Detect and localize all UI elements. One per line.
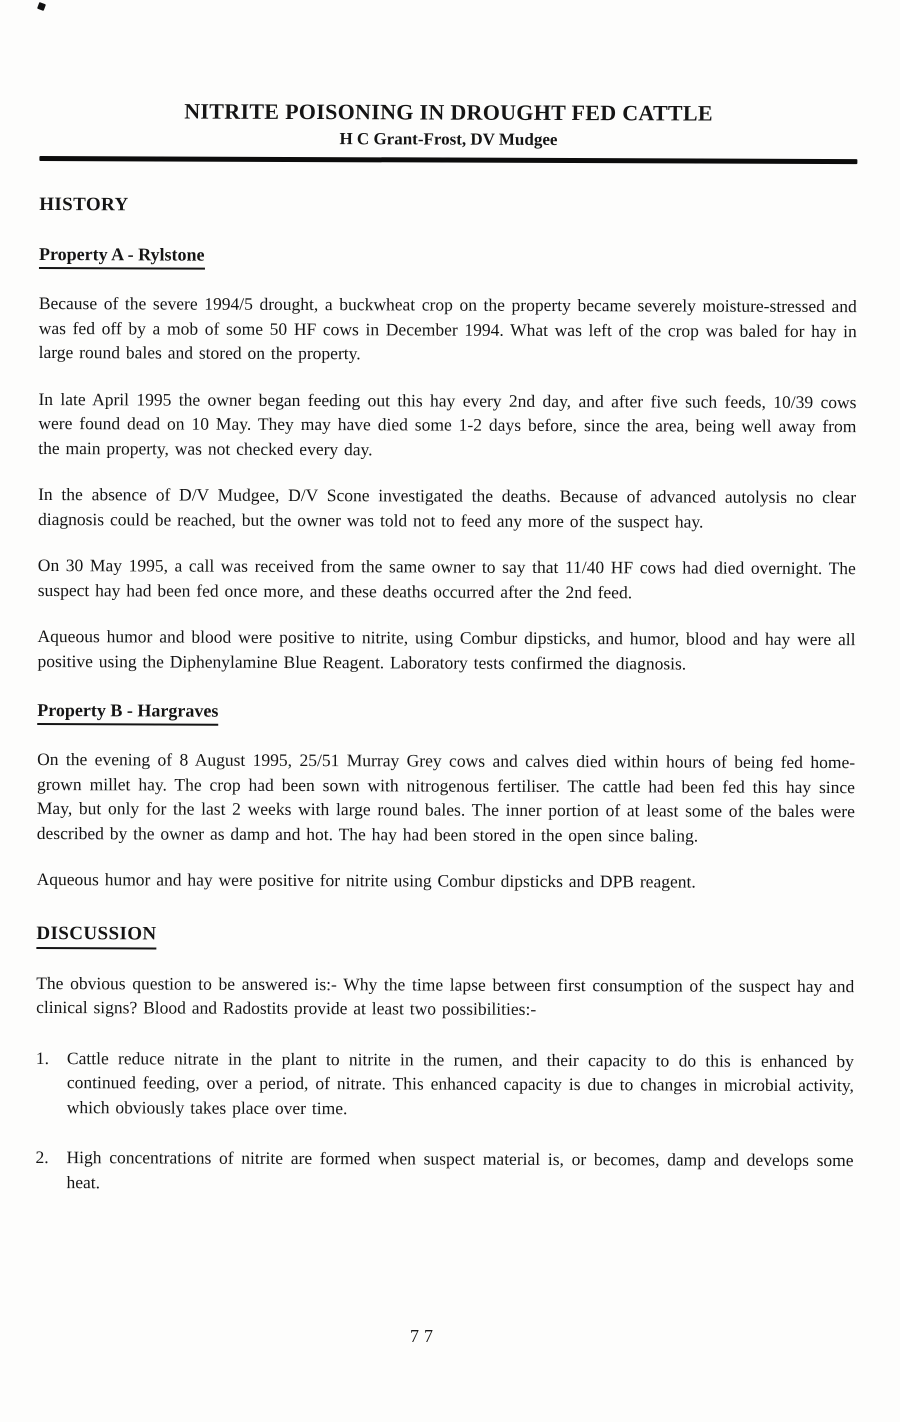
list-item-1 bbox=[36, 1045, 854, 1122]
author-byline: H C Grant-Frost, DV Mudgee bbox=[339, 129, 558, 149]
section-heading-history: HISTORY bbox=[39, 193, 129, 216]
heading-property-a-text: Property A - Rylstone bbox=[39, 243, 205, 270]
divider-rule bbox=[39, 156, 857, 164]
paragraph-property-a-2: In late April 1995 the owner began feeding out this hay every 2nd day, and after five such feeds, 10/39 cows were found dead on 10 May. They may have died some 1-2 days before, since the area, being well away from the main property, was not checked every day. bbox=[38, 388, 857, 459]
paragraph-property-a-1: Because of the severe 1994/5 drought, a buckwheat crop on the property became severely moisture-stressed and was fed off by a mob of some 50 HF cows in December 1994. What was left of the crop was baled for hay in large round bales and stored on the property. bbox=[38, 292, 857, 364]
paragraph-property-b-1: On the evening of 8 August 1995, 25/51 Murray Grey cows and calves died within hours of being fed home-grown millet hay. The crop had been sown with nitrogenous fertiliser. The cattle had been fed this hay since May, but only for the last 2 weeks with large round bales. The inner portion of at least some of the bales were described by the owner as damp and hot. The hay had been stored in the open since baling. bbox=[36, 748, 856, 846]
paragraph-property-a-3: In the absence of D/V Mudgee, D/V Scone investigated the deaths. Because of advanced autolysis no clear diagnosis could be reached, but the owner was told not to feed any more of the suspect hay. bbox=[37, 483, 857, 532]
heading-property-b-text: Property B - Hargraves bbox=[37, 699, 218, 726]
list-item-2-text: High concentrations of nitrite are formed when suspect material is, or becomes, damp and develops some heat. bbox=[66, 1147, 854, 1192]
paragraph-property-a-4: On 30 May 1995, a call was received from the same owner to say that 11/40 HF cows had died overnight. The suspect hay had been fed once more, and these deaths occurred after the 2nd feed. bbox=[37, 554, 856, 602]
page-number: 77 bbox=[410, 1326, 438, 1346]
list-item-1-number: 1. bbox=[35, 1047, 50, 1068]
paragraph-discussion-intro: The obvious question to be answered is:- Why the time lapse between first consumption of the suspect hay and clinical signs? Blood and Radostits provide at least two possibilities:- bbox=[36, 972, 855, 1019]
paragraph-property-b-2: Aqueous humor and hay were positive for nitrite using Combur dipsticks and DPB reagent. bbox=[36, 868, 696, 892]
list-item-1-text: Cattle reduce nitrate in the plant to nitrite in the rumen, and their capacity to do this is enhanced by continued feeding, over a period, of nitrate. This enhanced capacity is due to changes in microbial activity, which obviously takes place over time. bbox=[66, 1047, 854, 1118]
section-heading-discussion bbox=[36, 921, 854, 951]
paragraph-property-a-5: Aqueous humor and blood were positive to nitrite, using Combur dipsticks, and humor, blood and hay were all positive using the Diphenylamine Blue Reagent. Laboratory tests confirmed the diagnosis. bbox=[37, 625, 856, 673]
section-heading-discussion-text: DISCUSSION bbox=[36, 921, 156, 948]
heading-property-a bbox=[39, 243, 857, 272]
page-content bbox=[35, 0, 858, 1197]
list-item-2 bbox=[35, 1145, 853, 1197]
page-title: NITRITE POISONING IN DROUGHT FED CATTLE bbox=[184, 98, 713, 126]
list-item-2-number: 2. bbox=[35, 1146, 49, 1168]
heading-property-b bbox=[37, 699, 855, 728]
